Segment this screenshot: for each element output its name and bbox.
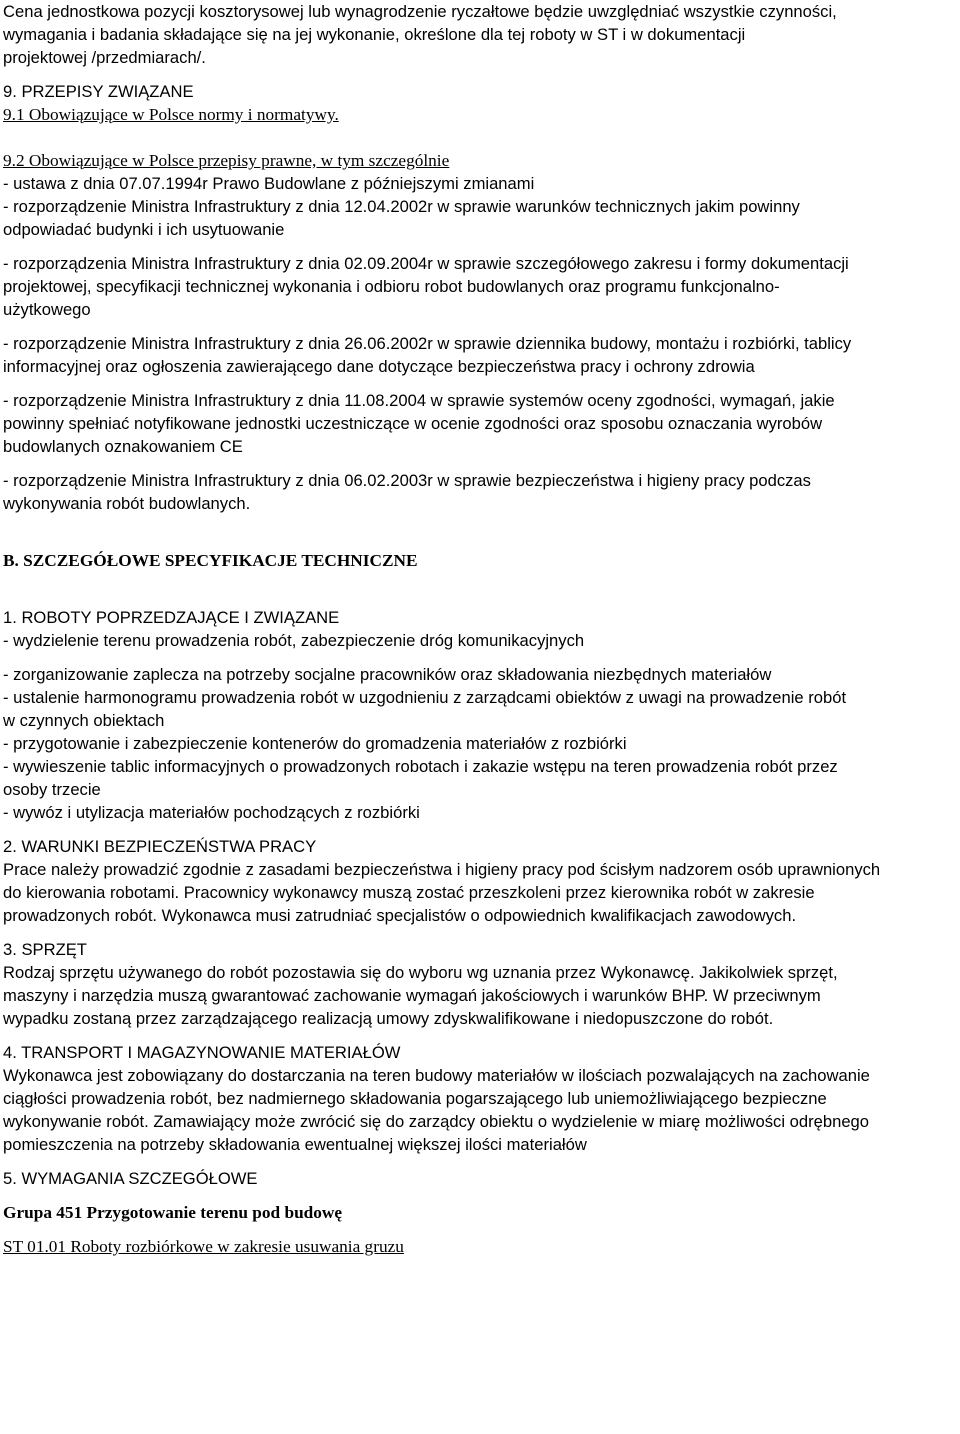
section-1-heading: 1. ROBOTY POPRZEDZAJĄCE I ZWIĄZANE (3, 608, 340, 627)
law-item: - ustawa z dnia 07.07.1994r Prawo Budowlane z późniejszymi zmianami (3, 174, 535, 193)
section-2-heading: 2. WARUNKI BEZPIECZEŃSTWA PRACY (3, 837, 317, 856)
regulation-item-cont: budowlanych oznakowaniem CE (3, 437, 243, 456)
paragraph-line: Wykonawca jest zobowiązany do dostarczania na teren budowy materiałów w ilościach pozwalających na zachowanie (3, 1066, 870, 1085)
intro-line: wymagania i badania składające się na jej wykonanie, określone dla tej roboty w ST i w dokumentacji (3, 25, 746, 44)
regulation-item: - rozporządzenie Ministra Infrastruktury z dnia 11.08.2004 w sprawie systemów oceny zgodności, wymagań, jakie (3, 391, 835, 410)
st-heading: ST 01.01 Roboty rozbiórkowe w zakresie usuwania gruzu (3, 1237, 404, 1256)
list-item: - przygotowanie i zabezpieczenie kontenerów do gromadzenia materiałów z rozbiórki (3, 734, 627, 753)
list-item: - wydzielenie terenu prowadzenia robót, zabezpieczenie dróg komunikacyjnych (3, 631, 585, 650)
paragraph-line: wypadku zostaną przez zarządzającego realizacją umowy zdyskwalifikowane i niedopuszczone do robót. (3, 1009, 774, 1028)
part-b-heading: B. SZCZEGÓŁOWE SPECYFIKACJE TECHNICZNE (3, 551, 418, 570)
section-5-heading: 5. WYMAGANIA SZCZEGÓŁOWE (3, 1169, 258, 1188)
group-heading: Grupa 451 Przygotowanie terenu pod budowę (3, 1203, 343, 1222)
paragraph-line: wykonywanie robót. Zamawiający może zwrócić się do zarządcy obiektu o wydzielenie w miarę możliwości odrębnego (3, 1112, 870, 1131)
paragraph-line: ciągłości prowadzenia robót, bez nadmiernego składowania pogarszającego lub uniemożliwiającego bezpieczne (3, 1089, 827, 1108)
section-9-heading: 9. PRZEPISY ZWIĄZANE (3, 82, 194, 101)
regulation-item-cont: odpowiadać budynki i ich usytuowanie (3, 220, 285, 239)
list-item: - ustalenie harmonogramu prowadzenia robót w uzgodnieniu z zarządcami obiektów z uwagi na prowadzenie robót (3, 688, 847, 707)
intro-line: projektowej /przedmiarach/. (3, 48, 206, 67)
regulation-item: - rozporządzenie Ministra Infrastruktury z dnia 12.04.2002r w sprawie warunków technicznych jakim powinny (3, 197, 800, 216)
paragraph-line: prowadzonych robót. Wykonawca musi zatrudniać specjalistów o odpowiednich kwalifikacjach zawodowych. (3, 906, 797, 925)
regulation-item-cont: wykonywania robót budowlanych. (3, 494, 251, 513)
regulation-item-cont: użytkowego (3, 300, 91, 319)
regulation-item: - rozporządzenia Ministra Infrastruktury z dnia 02.09.2004r w sprawie szczegółowego zakresu i formy dokumentacji (3, 254, 849, 273)
section-3-heading: 3. SPRZĘT (3, 940, 87, 959)
list-item: - wywieszenie tablic informacyjnych o prowadzonych robotach i zakazie wstępu na teren prowadzenia robót przez (3, 757, 838, 776)
regulation-item-cont: projektowej, specyfikacji technicznej wykonania i odbioru robot budowlanych oraz programu funkcjonalno- (3, 277, 780, 296)
regulation-item: - rozporządzenie Ministra Infrastruktury z dnia 06.02.2003r w sprawie bezpieczeństwa i higieny pracy podczas (3, 471, 811, 490)
paragraph-line: maszyny i narzędzia muszą gwarantować zachowanie wymagań jakościowych i warunków BHP. W przeciwnym (3, 986, 821, 1005)
paragraph-line: do kierowania robotami. Pracownicy wykonawcy muszą zostać przeszkoleni przez kierownika robót w zakresie (3, 883, 815, 902)
paragraph-line: Prace należy prowadzić zgodnie z zasadami bezpieczeństwa i higieny pracy pod ścisłym nadzorem osób uprawnionych (3, 860, 881, 879)
subsection-9-1-heading: 9.1 Obowiązujące w Polsce normy i normatywy. (3, 105, 339, 124)
regulation-item-cont: powinny spełniać notyfikowane jednostki uczestniczące w ocenie zgodności oraz sposobu oznaczania wyrobów (3, 414, 823, 433)
regulation-item: - rozporządzenie Ministra Infrastruktury z dnia 26.06.2002r w sprawie dziennika budowy, montażu i rozbiórki, tablicy (3, 334, 852, 353)
list-item: - wywóz i utylizacja materiałów pochodzących z rozbiórki (3, 803, 420, 822)
paragraph-line: Rodzaj sprzętu używanego do robót pozostawia się do wyboru wg uznania przez Wykonawcę. Jakikolwiek sprzęt, (3, 963, 838, 982)
intro-line: Cena jednostkowa pozycji kosztorysowej lub wynagrodzenie ryczałtowe będzie uwzględniać wszystkie czynności, (3, 2, 837, 21)
list-item-cont: osoby trzecie (3, 780, 101, 799)
document-page (3, 0, 958, 1258)
list-item: - zorganizowanie zaplecza na potrzeby socjalne pracowników oraz składowania niezbędnych materiałów (3, 665, 772, 684)
subsection-9-2-heading: 9.2 Obowiązujące w Polsce przepisy prawne, w tym szczególnie (3, 151, 450, 170)
regulation-item-cont: informacyjnej oraz ogłoszenia zawierającego dane dotyczące bezpieczeństwa pracy i ochrony zdrowia (3, 357, 755, 376)
section-4-heading: 4. TRANSPORT I MAGAZYNOWANIE MATERIAŁÓW (3, 1043, 401, 1062)
list-item-cont: w czynnych obiektach (3, 711, 165, 730)
paragraph-line: pomieszczenia na potrzeby składowania ewentualnej większej ilości materiałów (3, 1135, 587, 1154)
